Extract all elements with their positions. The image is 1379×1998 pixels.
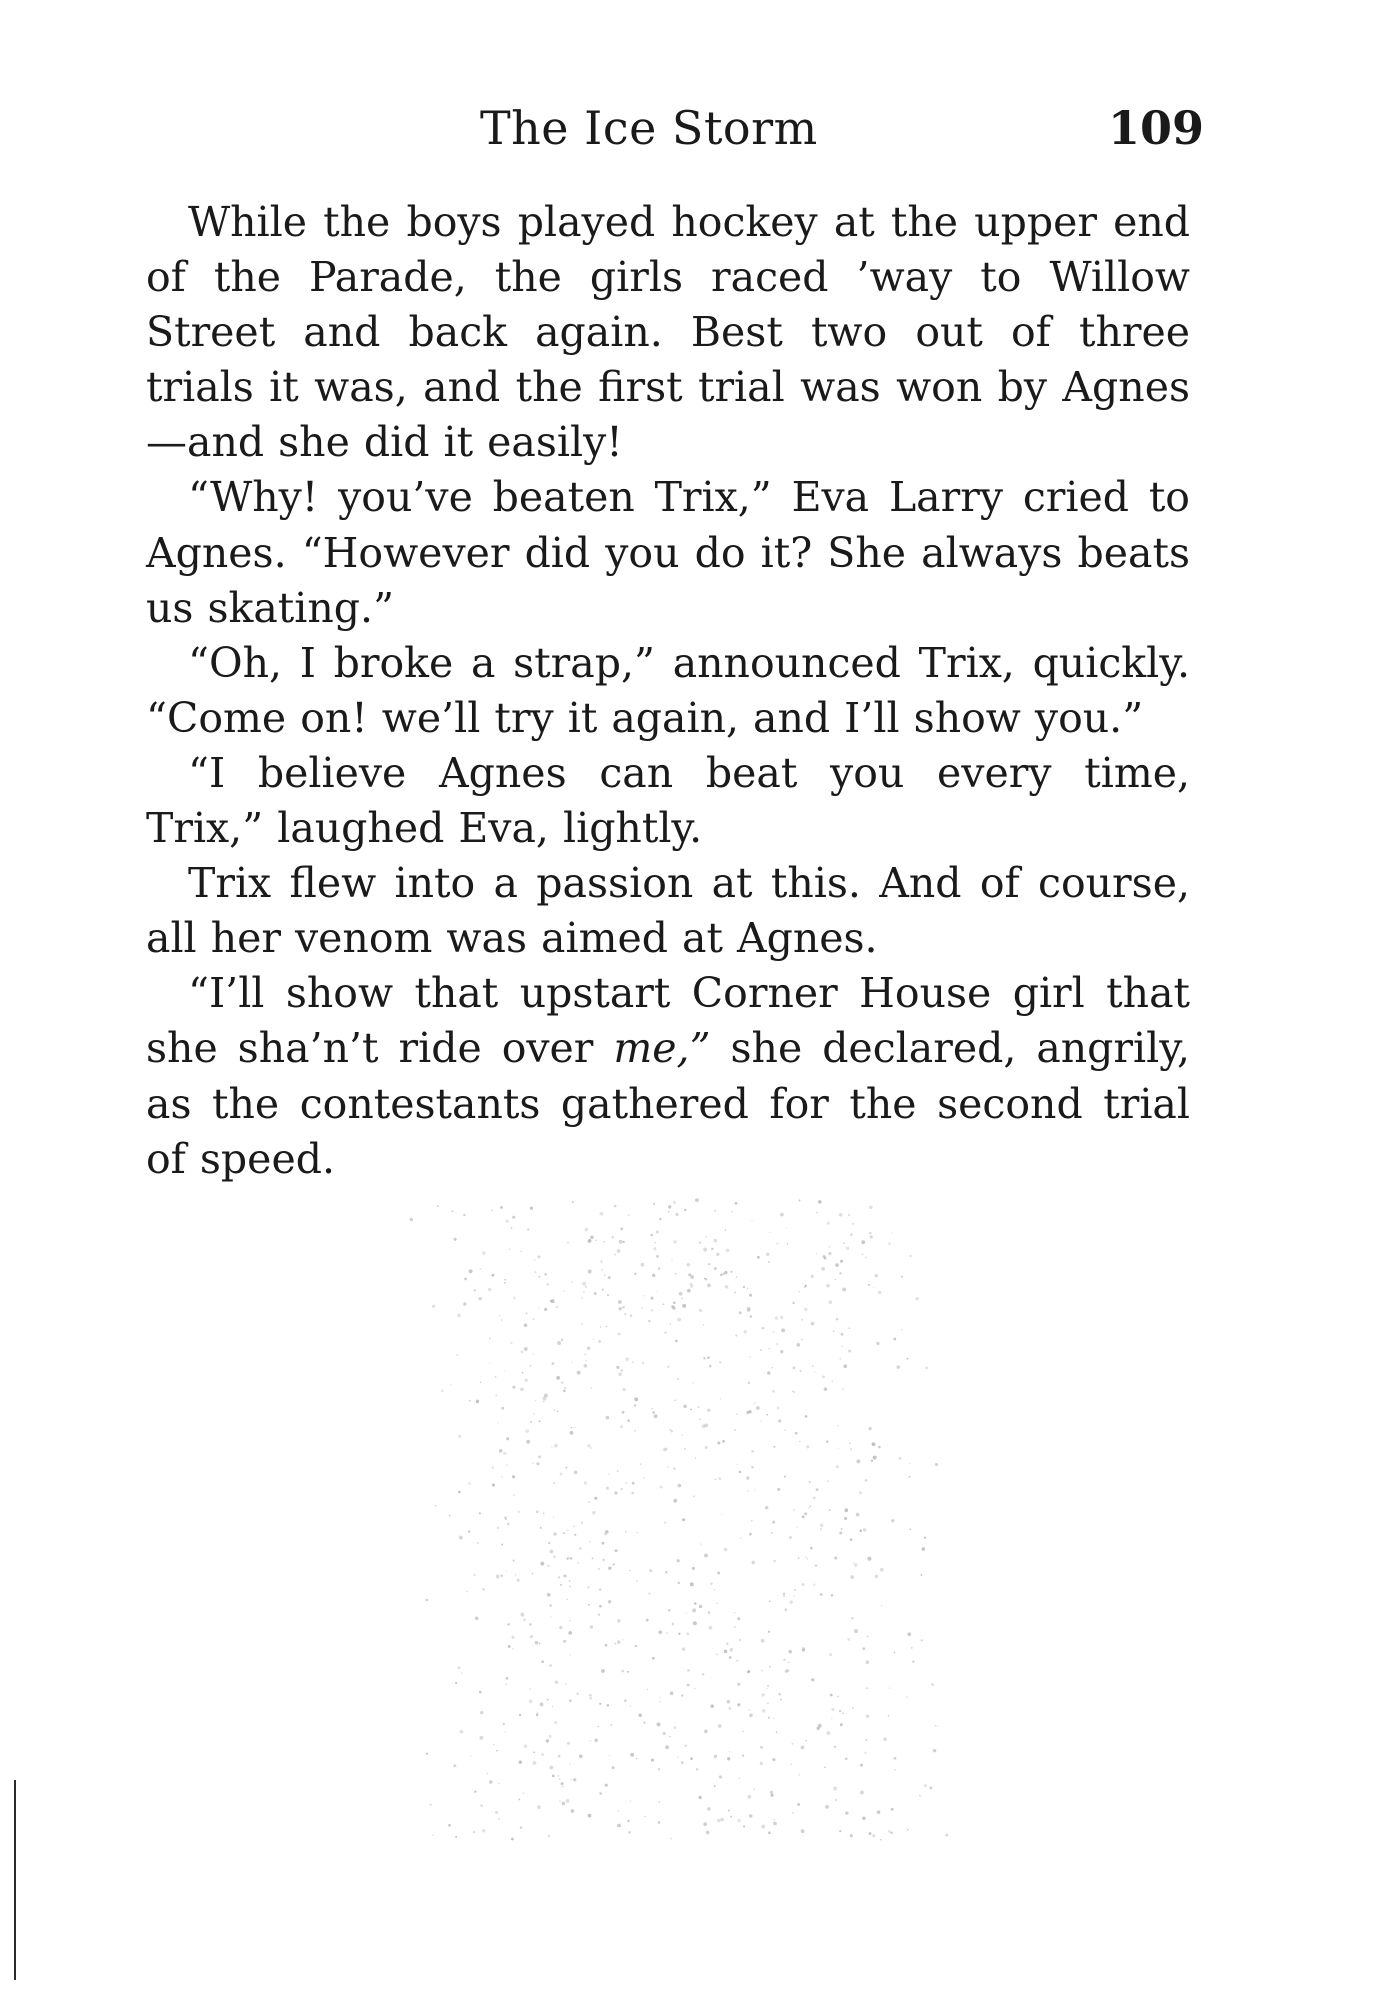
running-head-title: The Ice Storm — [480, 101, 818, 155]
paragraph-5: Trix flew into a passion at this. And of course, all her venom was aimed at Agnes. — [146, 859, 1190, 963]
page-number: 109 — [1108, 101, 1205, 155]
body-text — [146, 195, 1190, 1187]
bleed-through-texture — [360, 1160, 1000, 1860]
paragraph-3: “Oh, I broke a strap,” announced Trix, quickly. “Come on! we’ll try it again, and I’ll show you.” — [146, 638, 1190, 742]
paragraph-6 — [146, 966, 1190, 1186]
emphasized-word: me,” — [613, 1024, 711, 1073]
scan-edge-line — [14, 1780, 16, 1980]
paragraph-6-part-1: “I’ll show that upstart Corner House girl that she sha’n’t ride over — [146, 969, 1190, 1073]
paragraph-6-part-2: she declared, angrily, as the contestants gathered for the second trial of speed. — [146, 1024, 1191, 1183]
paragraph-4: “I believe Agnes can beat you every time, Trix,” laughed Eva, lightly. — [146, 748, 1190, 853]
paragraph-2: “Why! you’ve beaten Trix,” Eva Larry cried to Agnes. “However did you do it? She always beats us skating.” — [146, 473, 1190, 632]
paragraph-1: While the boys played hockey at the upper end of the Parade, the girls raced ’way to Willow Street and back again. Best two out of three trials it was, and the first trial was won by Agnes —and she did it easily! — [146, 198, 1190, 467]
